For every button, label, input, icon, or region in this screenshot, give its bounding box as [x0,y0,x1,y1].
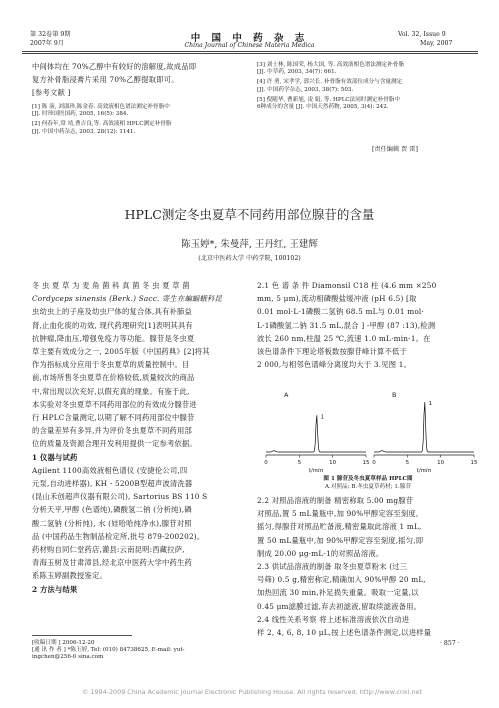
references-left [32,104,247,136]
x-tick-label: 0 [264,460,268,466]
figure-legend: A.对照品; B.冬虫夏草药材; 1.腺苷 [325,484,411,490]
header-volume-en: Vol. 32, Issue 9 [398,31,446,38]
header-journal-cn: 中 国 中 药 杂 志 [190,33,309,44]
reference-line: [5] 倪随华, 曹新旭, 凌 娟, 等. HPLC法同时测定补骨脂中 [257,96,401,103]
reference-line: [1] 陈 演, 刘淑珍,陈金春. 高效液相色谱法测定补骨脂中 [32,104,170,110]
references-right [257,62,472,111]
left-column [32,279,249,596]
text-line: 2 000,与相邻色谱峰分离度均大于 3.见图 1。 [257,360,412,370]
text-line: 肾,止血化痰的功效, 现代药理研究[1]表明其具有 [32,320,193,330]
text-line: 样 2, 4, 6, 8, 10 μL,按上述色谱条件测定,以进样量 [257,628,432,638]
text-line: 分析天平,甲醇 (色谱纯),磷酸氢二钠 (分析纯),磷 [32,505,192,515]
text-line: 品 (中国药品生物制品检定所,批号 879-200202)。 [32,531,205,541]
x-tick-label: 5 [297,460,302,466]
text-line: 置 50 mL量瓶中,加 90%甲醇定容至刻度,摇匀,即 [257,535,424,545]
header-volume-cn: 第 32卷第 9期 [30,31,71,38]
reference-line: [J]. 时珍国医国药, 2005, 16(5): 384. [32,111,129,118]
text-line: 作为指标成分应用于冬虫夏草的质量控制中。目 [32,360,190,370]
text-line: 位的质量及资源合理开发利用提供一定参考依据。 [32,439,197,449]
reference-line: [2] 何春年,常 靖,曹吉良,等. 高效液相 HPLC测定补骨脂 [32,121,172,128]
text-line: 号筛) 0.5 g,精密称定,精确加入 90%甲醇 20 mL, [257,575,426,585]
text-line: 0.45 μm滤膜过滤,弃去初滤液,留取续滤液备用。 [257,601,422,611]
x-axis-label: t/min [416,468,432,474]
footnote-author: [通 讯 作 者 ] *陈玉婷, Tel: (010) 84738625, E-mail: yut- [32,647,185,654]
text-line: 冬 虫 夏 草 为 麦 角 菌 科 真 菌 冬 虫 夏 草 菌 [32,281,190,290]
text-line: mm, 5 μm),流动相磷酸盐缓冲液 (pH 6.5) [取 [257,294,417,304]
x-tick-label: 10 [437,460,445,466]
chromatogram-trace [266,415,366,452]
x-tick-label: 0 [372,460,376,466]
text-line: (昆山禾创超声仪器有限公司), Sartorius BS 110 S [32,492,208,502]
text-line: 复方补骨脂浸膏片采用 70%乙醇提取即可。 [32,75,179,85]
text-line: 2.4 线性关系考察 将上述标准溶液依次自动进 [257,614,410,624]
text-line: 0.01 mol·L-1磷酸二氢钠 68.5 mL与 0.01 mol· [257,307,424,317]
text-line: 2.2 对照品溶液的制备 精密称取 5.00 mg腺苷 [257,496,414,505]
reference-line: [J]. 中国药学杂志, 2003, 38(7): 503. [257,86,354,93]
text-line: Cordyceps sinensis (Berk.) Sacc. 寄生在蝙蝠蛾科昆 [32,294,222,304]
peak-label: 1 [428,401,433,407]
text-line: L-1磷酸氢二钠 31.5 mL,混合 ] -甲醇 (87 :13),检测 [257,320,436,330]
x-tick-label: 15 [470,460,478,466]
text-line: 前,市场所售冬虫夏草在价格较低,质量较次的商品 [32,373,195,383]
right-column-top [257,279,479,371]
text-line: 对照品,置 5 mL量瓶中,加 90%甲醇定容至刻度, [257,509,419,519]
x-tick-label: 10 [329,460,337,466]
article-title: HPLC测定冬虫夏草不同药用部位腺苷的含量 [124,207,375,222]
text-line: 元泵,自动进样器), KH - 5200B型超声波清洗器 [32,479,193,489]
refs-label: [参考文献 ] [32,88,71,98]
footnote-received: [收稿日期 ] 2006-12-20 [32,640,95,646]
peak-label: 1 [320,414,325,421]
x-tick-label: 15 [362,460,370,466]
reference-line: [J]. 中国中药杂志, 2003, 28(12): 1141. [32,128,136,135]
text-line: 中间体均在 70%乙醇中有较好的溶解度,故成品即 [32,62,197,71]
text-line: 该色谱条件下理论塔板数按腺苷峰计算不低于 [257,347,407,357]
chromatogram-figure [262,375,478,475]
text-line: 加热回流 30 min,补足损失重量。吸取一定量,以 [257,588,419,598]
text-line: 的含量差异有多异,并为评价冬虫夏草不同药用部 [32,426,192,436]
header-date-en: May, 2007 [420,40,453,47]
reference-line: 6种成分的含量 [J]. 中国天然药物, 2005, 3(4): 242. [257,104,389,111]
reference-line: [4] 许 勇, 宋孝学, 郭兴长. 补骨脂有效部位成分与含量测定 [257,79,403,86]
text-line: 抗肿瘤,降血压,增强免疫力等功能。腺苷是冬虫夏 [32,333,195,343]
article-authors: 陈玉婷*, 朱曼萍, 王丹红, 王建辉 [181,239,318,250]
text-line: 中,常出现以次充好,以假充真的现象。有鉴于此, [32,386,190,396]
chromatogram-trace [374,402,474,452]
text-line: Agilent 1100高效液相色谱仪 (安捷伦公司,四 [32,465,188,475]
left-top-text [32,60,247,100]
footnote-email: ingchen@256-0 sina.com [32,654,104,661]
footnote-rule [32,635,132,636]
text-line: 行 HPLC含量测定,以期了解不同药用部位中腺苷 [32,413,195,423]
text-line: 青海玉树及甘肃漳县,经北京中医药大学中药生药 [32,558,192,568]
header-journal-en: China Journal of Chinese Materia Medica [184,42,315,49]
text-line: 酸二氢钠 (分析纯), 水 (娃哈哈纯净水),腺苷对照 [32,518,192,528]
panel-label: B [392,391,397,399]
section-2-title: 2 方法与结果 [32,584,78,594]
reference-line: [J]. 中草药, 2003, 34(7): 661. [257,69,337,76]
right-column-bottom [257,494,479,639]
text-line: 2.1 色 谱 条 件 Diamonsil C18 柱 (4.6 mm ×250 [257,281,437,290]
editor-line: [责任编辑 贾 雷] [372,146,418,153]
text-line: 制成 20.00 μg·mL-1的对照品溶液。 [257,548,384,558]
text-line: 草主要有效成分之一, 2005年版《中国药典》[2]将其 [32,347,210,357]
figure-caption: 图 1 腺苷及冬虫夏草样品 HPLC图 [323,476,413,482]
page-number: · 857 · [440,640,460,647]
text-line: 药材购自同仁堂药店,灌县:云南昆明:西藏拉萨, [32,545,185,555]
panel-label: A [284,391,289,399]
section-1-title: 1 仪器与试药 [32,452,78,462]
text-line: 本实验对冬虫夏草不同药用部位的有效成分腺苷进 [32,399,197,409]
header-rule [22,51,478,52]
text-line: 系陈玉婷副教授鉴定。 [32,571,107,581]
text-line: 2.3 供试品溶液的制备 取冬虫夏草粉末 (过三 [257,562,408,572]
footnote [32,640,249,662]
text-line: 波长 260 nm,柱温 25 ℃,流速 1.0 mL·min-1。在 [257,333,431,343]
text-line: 虫幼虫上的子座及幼虫尸体的复合体,具有补肺益 [32,307,192,317]
header-rule-thin [22,53,478,54]
x-tick-label: 5 [405,460,410,466]
article-affiliation: (北京中医药大学 中药学院, 100102) [198,255,301,262]
text-line: 摇匀,得腺苷对照品贮备液,精密量取此溶液 1 mL, [257,522,422,532]
header-date-cn: 2007年 9月 [30,40,65,47]
x-axis-label: t/min [308,468,324,474]
chromatogram-svg [262,375,478,475]
copyright-footer: © 1994-2009 China Academic Journal Electronic Publishing House. All rights reserved. http://www.cnki.net [82,688,422,696]
reference-line: [3] 刘士林, 陈国荣, 杨大国, 等. 高效液相色谱法测定补骨脂 [257,62,404,68]
